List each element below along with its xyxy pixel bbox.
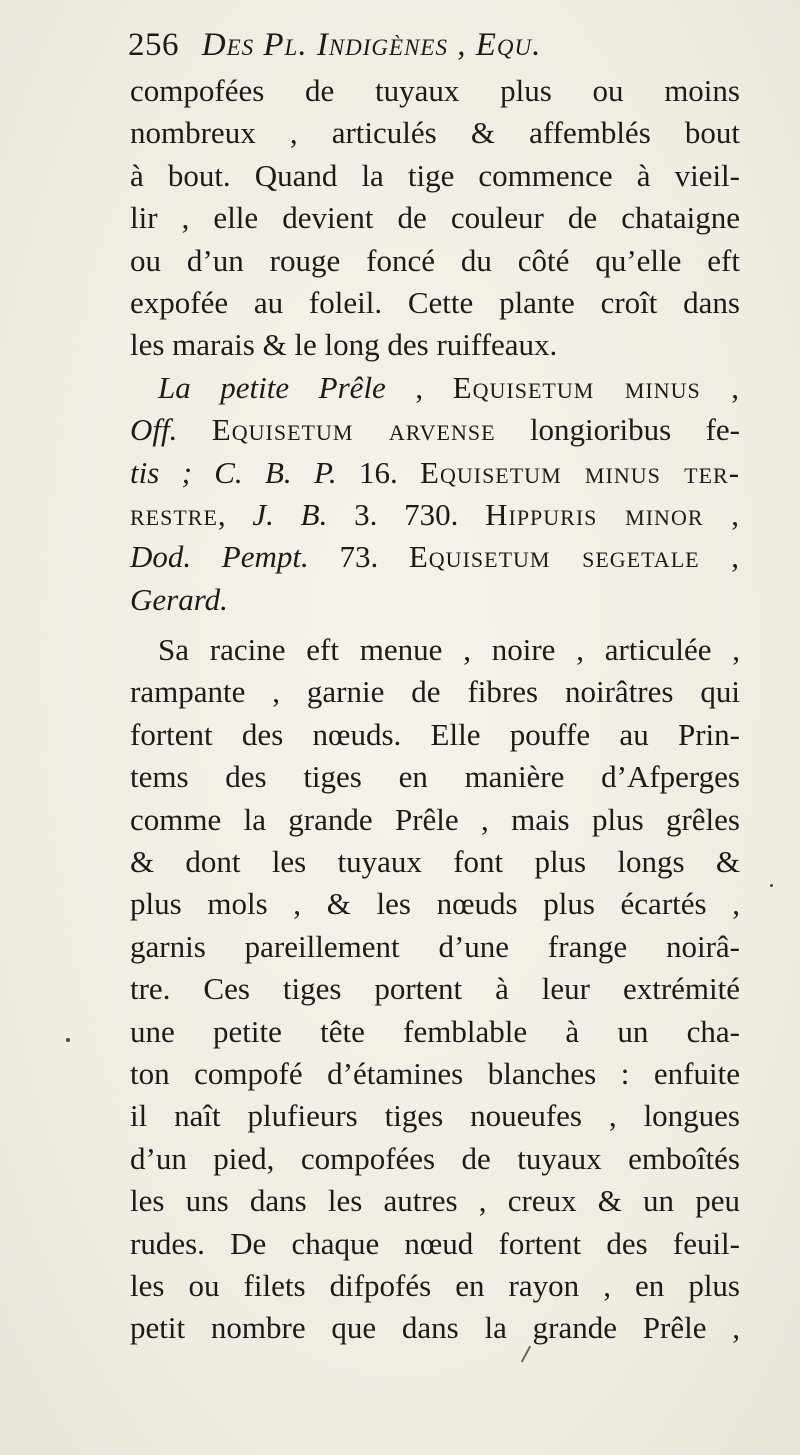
synonymy-line: tis ; C. B. P. 16. Equisetum minus ter- bbox=[130, 454, 740, 490]
running-head bbox=[128, 20, 768, 70]
text-line: les marais & le long des ruiffeaux. bbox=[130, 327, 558, 363]
text-line: d’un pied, compofées de tuyaux emboîtés bbox=[130, 1140, 740, 1176]
text-line: expofée au foleil. Cette plante croît dans bbox=[130, 284, 740, 320]
text-line: il naît plufieurs tiges noueufes , longues bbox=[130, 1098, 740, 1134]
synonymy-line: Dod. Pempt. 73. Equisetum segetale , bbox=[130, 539, 740, 575]
text-line: rampante , garnie de fibres noirâtres qui bbox=[130, 674, 740, 710]
citation: Gerard. bbox=[130, 581, 228, 617]
text-line: tre. Ces tiges portent à leur extrémité bbox=[130, 971, 740, 1007]
text-line: les uns dans les autres , creux & un peu bbox=[130, 1183, 740, 1219]
text-line: les ou filets difpofés en rayon , en plus bbox=[130, 1267, 740, 1303]
text-line: ou d’un rouge foncé du côté qu’elle eft bbox=[130, 242, 740, 278]
synonymy-line bbox=[130, 579, 740, 621]
body-text bbox=[130, 70, 740, 1350]
text-line: garnis pareillement d’une frange noirâ- bbox=[130, 928, 740, 964]
text-line: nombreux , articulés & affemblés bout bbox=[130, 115, 740, 151]
text-line: lir , elle devient de couleur de chataigne bbox=[130, 200, 740, 236]
ink-speck bbox=[66, 1038, 70, 1042]
text-line: plus mols , & les nœuds plus écartés , bbox=[130, 886, 740, 922]
text-line: Sa racine eft menue , noire , articulée , bbox=[158, 632, 740, 668]
text-line: tems des tiges en manière d’Afperges bbox=[130, 759, 740, 795]
citation: Dod. Pempt. bbox=[130, 539, 309, 575]
text-line: ton compofé d’étamines blanches : enfuite bbox=[130, 1055, 740, 1091]
ink-speck bbox=[770, 884, 773, 887]
latin-name: Equisetum minus ter- bbox=[420, 454, 740, 490]
citation: J. B. bbox=[252, 496, 328, 532]
text-line: rudes. De chaque nœud fortent des feuil- bbox=[130, 1225, 740, 1261]
latin-name: Equisetum segetale , bbox=[408, 539, 740, 575]
citation: tis ; C. B. P. bbox=[130, 454, 337, 490]
text-line: fortent des nœuds. Elle pouffe au Prin- bbox=[130, 716, 740, 752]
synonymy-line: Off. Equisetum arvense longioribus fe- bbox=[130, 412, 740, 448]
latin-name: Equisetum minus , bbox=[452, 369, 740, 405]
text-line: petit nombre que dans la grande Prêle , bbox=[130, 1310, 740, 1346]
text-line: comme la grande Prêle , mais plus grêles bbox=[130, 801, 740, 837]
latin-name: restre bbox=[130, 496, 218, 532]
synonymy-line: restre, J. B. 3. 730. Hippuris minor , bbox=[130, 496, 740, 532]
citation: Off. bbox=[130, 412, 178, 448]
page-number: 256 bbox=[128, 27, 179, 63]
text-line: compofées de tuyaux plus ou moins bbox=[130, 73, 740, 108]
text-line: & dont les tuyaux font plus longs & bbox=[130, 844, 740, 880]
synonymy-line: La petite Prêle , Equisetum minus , bbox=[158, 369, 740, 405]
text-line: à bout. Quand la tige commence à vieil- bbox=[130, 157, 740, 193]
latin-name: Hippuris minor , bbox=[485, 496, 740, 532]
common-name: La petite Prêle bbox=[158, 369, 386, 405]
latin-name: Equisetum arvense bbox=[211, 412, 496, 448]
text-line: une petite tête femblable à un cha- bbox=[130, 1013, 740, 1049]
running-title: Des Pl. Indigènes , Equ. bbox=[201, 27, 542, 63]
